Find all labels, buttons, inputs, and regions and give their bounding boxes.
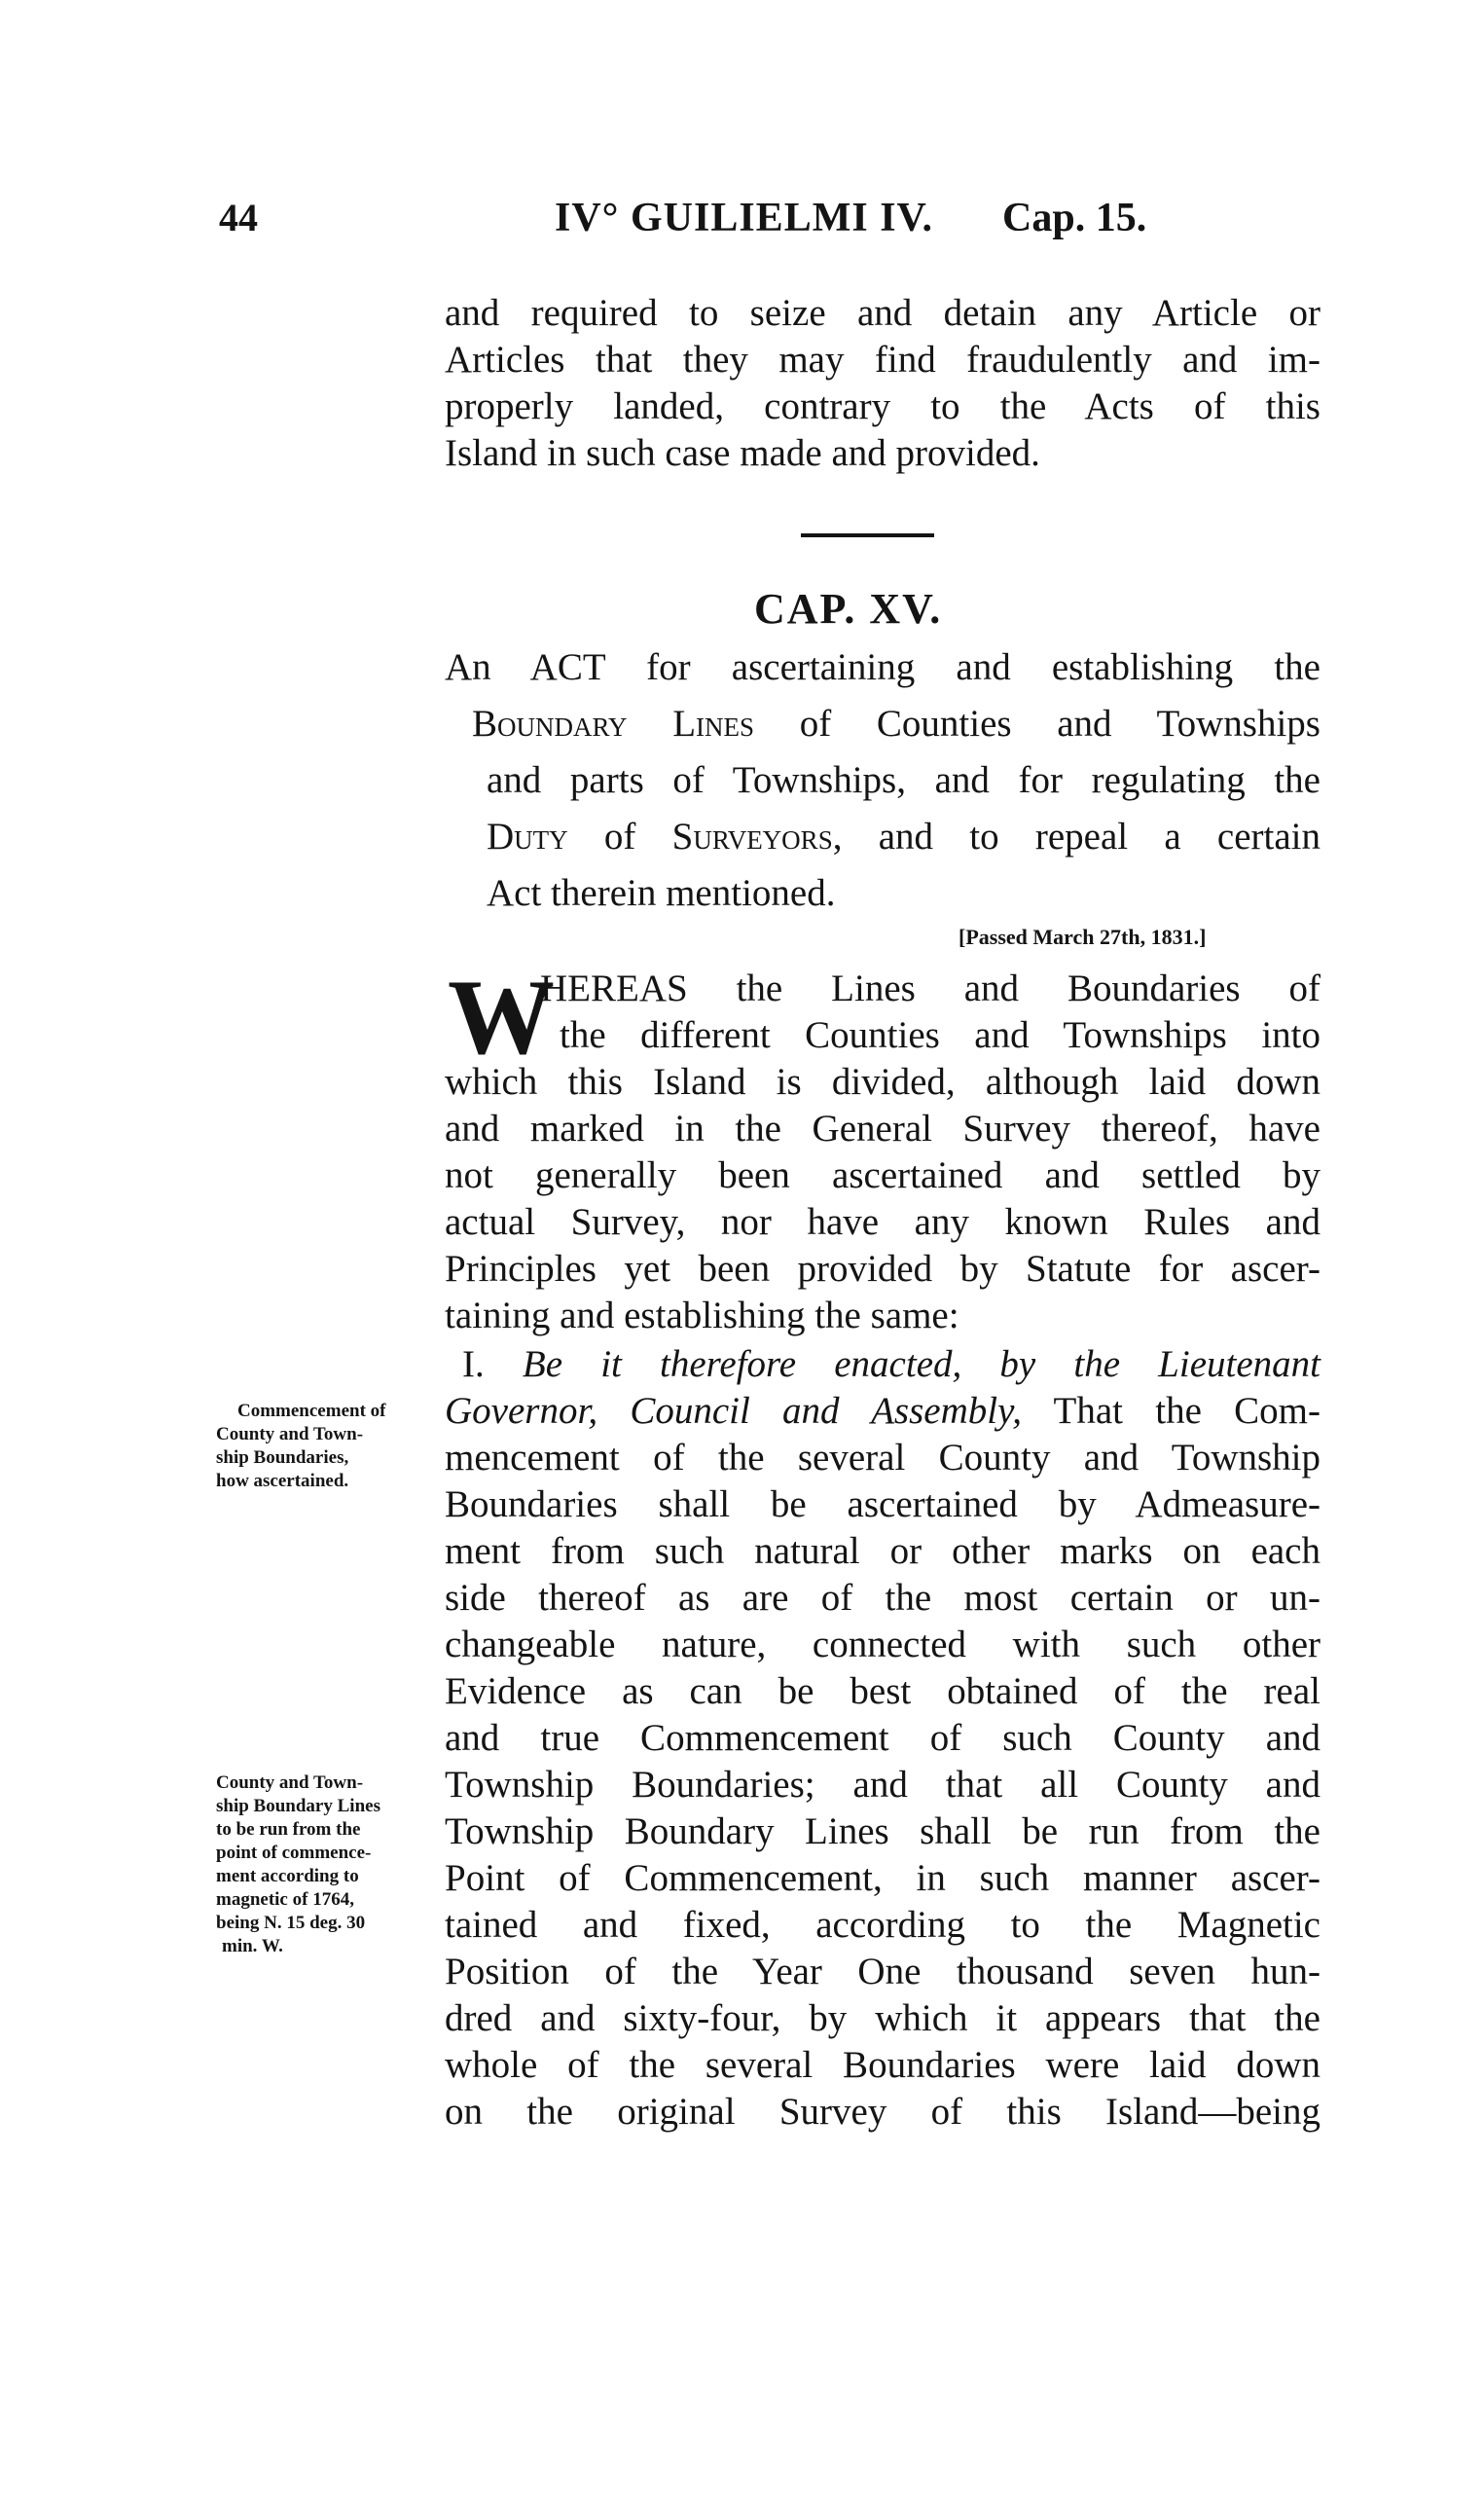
- marginal-note-line: how ascertained.: [216, 1471, 349, 1491]
- act-title-text: and to repeal a certain: [878, 816, 1321, 858]
- drop-cap: W: [448, 958, 555, 1077]
- marginal-note-line: County and Town-: [216, 1772, 364, 1793]
- running-header: [219, 195, 1192, 253]
- previous-text-line: properly landed, contrary to the Acts of this: [445, 385, 1320, 427]
- section-line: ment from such natural or other marks on each: [445, 1530, 1320, 1572]
- passed-date-note: [Passed March 27th, 1831.]: [959, 925, 1207, 949]
- act-title-text: of Counties and Townships: [799, 703, 1320, 745]
- reign-title: IV° GUILIELMI IV.: [555, 196, 933, 240]
- enacting-clause: Governor, Council and Assembly,: [445, 1390, 1022, 1432]
- section-line: changeable nature, connected with such other: [445, 1624, 1320, 1665]
- preamble-line: Principles yet been provided by Statute for ascer-: [445, 1248, 1320, 1290]
- section-line: mencement of the several County and Township: [445, 1437, 1320, 1479]
- section-line: Township Boundaries; and that all County and: [445, 1764, 1320, 1806]
- boundary-lines-smallcaps: Boundary Lines: [472, 703, 755, 745]
- marginal-note-line: being N. 15 deg. 30: [216, 1913, 366, 1933]
- section-line: Evidence as can be best obtained of the real: [445, 1670, 1320, 1712]
- section-line: [445, 1388, 1320, 1435]
- marginal-note-line: Commencement of: [237, 1401, 386, 1421]
- chapter-reference: Cap. 15.: [1002, 196, 1147, 240]
- section-line: Point of Commencement, in such manner ascer-: [445, 1857, 1320, 1899]
- preamble-line: the different Counties and Townships into: [560, 1014, 1320, 1056]
- preamble-line: actual Survey, nor have any known Rules and: [445, 1201, 1320, 1243]
- section-number: I.: [462, 1343, 485, 1385]
- section-line: Township Boundary Lines shall be run from the: [445, 1810, 1320, 1852]
- section-line: on the original Survey of this Island—being: [445, 2091, 1320, 2133]
- duty-smallcaps: Duty: [487, 816, 568, 858]
- act-title-text: of: [603, 816, 636, 858]
- section-line: whole of the several Boundaries were laid down: [445, 2044, 1320, 2086]
- section-divider: [801, 533, 934, 537]
- enacting-clause: Be it therefore enacted, by the Lieutenant: [522, 1343, 1320, 1385]
- chapter-heading: CAP. XV.: [754, 585, 943, 633]
- marginal-note: [216, 1771, 430, 1958]
- page-number: 44: [219, 196, 258, 239]
- marginal-note-line: point of commence-: [216, 1843, 372, 1863]
- section-line: tained and fixed, according to the Magnetic: [445, 1904, 1320, 1946]
- section-line: Boundaries shall be ascertained by Admeasure-: [445, 1483, 1320, 1525]
- act-title-line: An ACT for ascertaining and establishing the: [445, 646, 1320, 688]
- preamble-line: taining and establishing the same:: [445, 1295, 959, 1336]
- section-line: dred and sixty-four, by which it appears that the: [445, 1997, 1320, 2039]
- preamble-line: not generally been ascertained and settled by: [445, 1154, 1320, 1196]
- section-line: Position of the Year One thousand seven hun-: [445, 1951, 1320, 1992]
- surveyors-smallcaps: Surveyors,: [671, 816, 843, 858]
- marginal-note-line: to be run from the: [216, 1819, 361, 1840]
- act-title-line: Act therein mentioned.: [487, 872, 836, 914]
- act-title-line: [487, 814, 1320, 860]
- previous-text-line: and required to seize and detain any Article or: [445, 292, 1320, 334]
- marginal-note-line: magnetic of 1764,: [216, 1889, 354, 1910]
- section-line: and true Commencement of such County and: [445, 1717, 1320, 1759]
- marginal-note-line: ment according to: [216, 1866, 359, 1886]
- marginal-note-line: ship Boundary Lines: [216, 1796, 380, 1816]
- section-text: That the Com-: [1053, 1390, 1320, 1432]
- marginal-note-line: ship Boundaries,: [216, 1447, 349, 1468]
- previous-text-line: Articles that they may find fraudulently and im-: [445, 339, 1320, 381]
- section-line: [462, 1341, 1320, 1388]
- act-title-line: and parts of Townships, and for regulating the: [487, 759, 1320, 801]
- preamble-line: which this Island is divided, although laid down: [445, 1061, 1320, 1103]
- preamble-line: HEREAS the Lines and Boundaries of: [540, 968, 1320, 1009]
- preamble-line: and marked in the General Survey thereof, have: [445, 1108, 1320, 1150]
- marginal-note-line: min. W.: [222, 1936, 283, 1956]
- section-line: side thereof as are of the most certain or un-: [445, 1577, 1320, 1619]
- marginal-note: [216, 1400, 430, 1493]
- act-title-line: [472, 701, 1320, 748]
- previous-text-line: Island in such case made and provided.: [445, 432, 1040, 474]
- marginal-note-line: County and Town-: [216, 1424, 364, 1444]
